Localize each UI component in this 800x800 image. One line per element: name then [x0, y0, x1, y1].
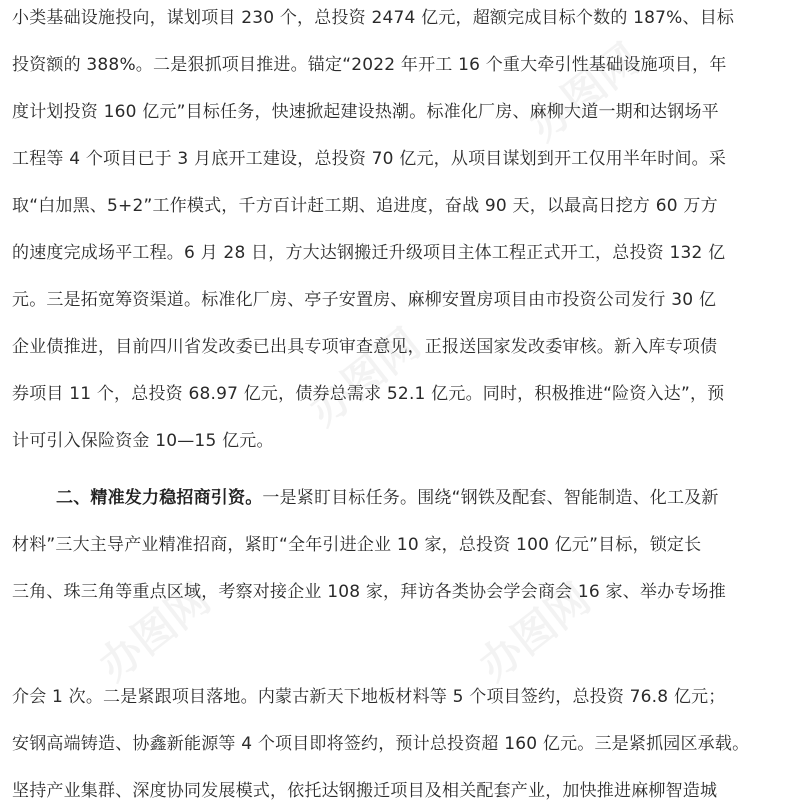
body-text-line: 安钢高端铸造、协鑫新能源等 4 个项目即将签约，预计总投资超 160 亿元。三是紧抓园区承载。: [12, 734, 750, 754]
body-text-line: 小类基础设施投向，谋划项目 230 个，总投资 2474 亿元，超额完成目标个数的 187%、目标: [12, 8, 735, 28]
body-text-line: 元。三是拓宽筹资渠道。标准化厂房、亭子安置房、麻柳安置房项目由市投资公司发行 30 亿: [12, 290, 717, 310]
watermark: 办图网: [299, 318, 430, 436]
section-heading: 二、精准发力稳招商引资。: [56, 488, 263, 508]
body-text-line: 投资额的 388%。二是狠抓项目推进。锚定“2022 年开工 16 个重大牵引性基础设施项目，年: [12, 55, 727, 75]
watermark: 办图网: [89, 573, 220, 691]
body-text-line: 工程等 4 个项目已于 3 月底开工建设，总投资 70 亿元，从项目谋划到开工仅用半年时间。采: [12, 149, 727, 169]
watermark: 办图网: [469, 573, 600, 691]
body-text-line: 三角、珠三角等重点区域，考察对接企业 108 家，拜访各类协会学会商会 16 家、举办专场推: [12, 582, 726, 602]
section-heading-line: [56, 486, 788, 510]
body-text-line: 材料”三大主导产业精准招商，紧盯“全年引进企业 10 家，总投资 100 亿元”目标，锁定长: [12, 535, 702, 555]
body-text-line: 介会 1 次。二是紧跟项目落地。内蒙古新天下地板材料等 5 个项目签约，总投资 76.8 亿元；: [12, 687, 726, 707]
body-text-line: 计可引入保险资金 10—15 亿元。: [12, 431, 274, 451]
body-text-line: 企业债推进，目前四川省发改委已出具专项审查意见，正报送国家发改委审核。新入库专项债: [12, 337, 718, 357]
body-text-line: 的速度完成场平工程。6 月 28 日，方大达钢搬迁升级项目主体工程正式开工，总投资 132 亿: [12, 243, 726, 263]
body-text-line: 券项目 11 个，总投资 68.97 亿元，债券总需求 52.1 亿元。同时，积极推进“险资入达”，预: [12, 384, 725, 404]
body-text-line: 度计划投资 160 亿元”目标任务，快速掀起建设热潮。标准化厂房、麻柳大道一期和达钢场平: [12, 102, 719, 122]
watermark: 办图网: [519, 33, 650, 151]
body-text-line: 取“白加黑、5+2”工作模式，千方百计赶工期、追进度，奋战 90 天，以最高日挖方 60 万方: [12, 196, 718, 216]
body-text: 一是紧盯目标任务。围绕“钢铁及配套、智能制造、化工及新: [262, 488, 719, 508]
body-text-line: 坚持产业集群、深度协同发展模式，依托达钢搬迁项目及相关配套产业，加快推进麻柳智造城: [12, 781, 718, 800]
